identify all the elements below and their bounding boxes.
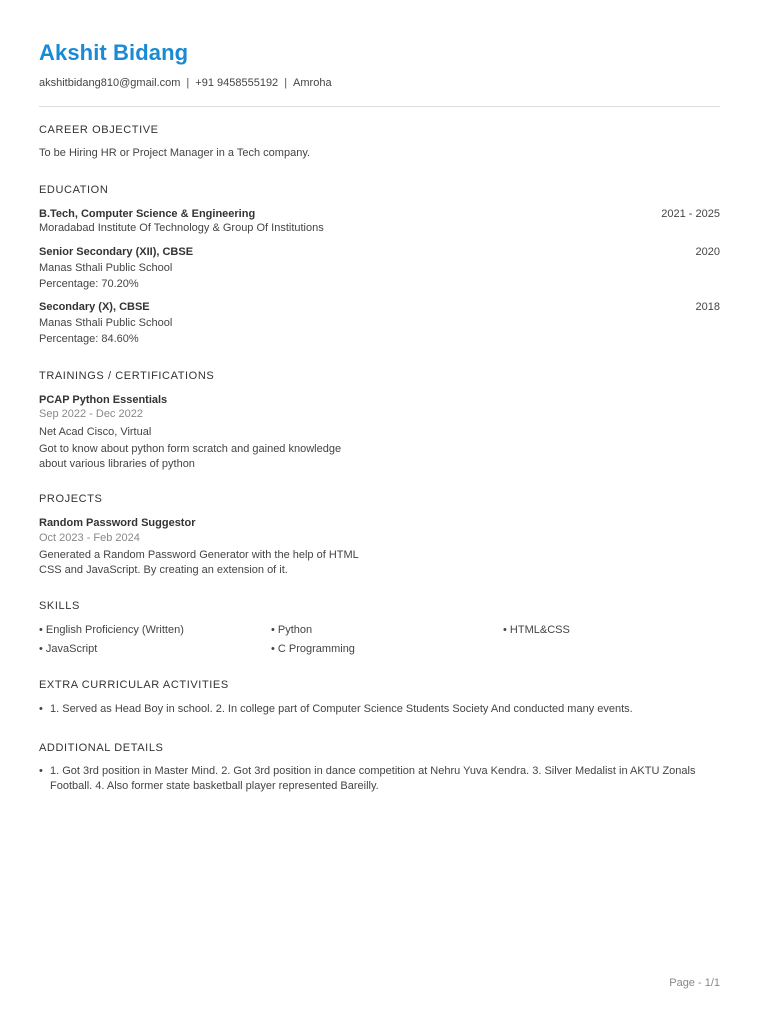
education-degree: Secondary (X), CBSE: [39, 301, 150, 313]
section-title-skills: SKILLS: [39, 600, 80, 612]
education-years: 2020: [695, 246, 720, 258]
skill-item: • English Proficiency (Written): [39, 624, 184, 636]
contact-line: [39, 77, 332, 89]
education-years: 2018: [695, 301, 720, 313]
header-divider: [39, 106, 720, 107]
resume-page: [39, 0, 720, 1024]
section-title-career-objective: CAREER OBJECTIVE: [39, 124, 159, 136]
separator: |: [284, 77, 288, 89]
candidate-name: Akshit Bidang: [39, 40, 189, 65]
skill-item: • JavaScript: [39, 643, 98, 655]
project-dates: Oct 2023 - Feb 2024: [39, 532, 140, 544]
education-institution: Moradabad Institute Of Technology & Group Of Institutions: [39, 222, 324, 234]
section-title-projects: PROJECTS: [39, 493, 103, 505]
project-description: CSS and JavaScript. By creating an extension of it.: [39, 564, 288, 576]
additional-details-item: [39, 764, 720, 794]
bullet: •: [39, 703, 43, 715]
skill-item: • HTML&CSS: [503, 624, 570, 636]
additional-details-text: 1. Got 3rd position in Master Mind. 2. Got 3rd position in dance competition at Nehru Yuva Kendra. 3. Silver Medalist in AKTU Zonals Football. 4. Also former state basketball player represented Bareilly.: [50, 765, 696, 792]
career-objective-text: To be Hiring HR or Project Manager in a Tech company.: [39, 147, 311, 159]
page-number: Page - 1/1: [669, 977, 720, 989]
section-title-additional-details: ADDITIONAL DETAILS: [39, 742, 164, 754]
skill-item: • C Programming: [271, 643, 355, 655]
training-description: about various libraries of python: [39, 458, 195, 470]
education-percentage: Percentage: 70.20%: [39, 278, 139, 290]
skill-item: • Python: [271, 624, 313, 636]
education-years: 2021 - 2025: [661, 208, 720, 220]
separator: |: [186, 77, 190, 89]
phone: +91 9458555192: [195, 77, 279, 89]
education-degree: Senior Secondary (XII), CBSE: [39, 246, 194, 258]
bullet: •: [39, 765, 43, 777]
extra-curricular-item: [39, 702, 720, 717]
education-percentage: Percentage: 84.60%: [39, 333, 139, 345]
project-description: Generated a Random Password Generator with the help of HTML: [39, 549, 359, 561]
training-dates: Sep 2022 - Dec 2022: [39, 408, 143, 420]
section-title-education: EDUCATION: [39, 184, 109, 196]
location: Amroha: [293, 77, 332, 89]
training-description: Got to know about python form scratch and gained knowledge: [39, 443, 342, 455]
section-title-extra-curricular: EXTRA CURRICULAR ACTIVITIES: [39, 679, 229, 691]
education-degree: B.Tech, Computer Science & Engineering: [39, 208, 256, 220]
extra-curricular-text: 1. Served as Head Boy in school. 2. In college part of Computer Science Students Society And conducted many events.: [50, 703, 633, 715]
training-name: PCAP Python Essentials: [39, 394, 168, 406]
project-name: Random Password Suggestor: [39, 517, 196, 529]
email: akshitbidang810@gmail.com: [39, 77, 181, 89]
training-org: Net Acad Cisco, Virtual: [39, 426, 152, 438]
section-title-trainings: TRAININGS / CERTIFICATIONS: [39, 370, 215, 382]
education-institution: Manas Sthali Public School: [39, 317, 173, 329]
education-institution: Manas Sthali Public School: [39, 262, 173, 274]
